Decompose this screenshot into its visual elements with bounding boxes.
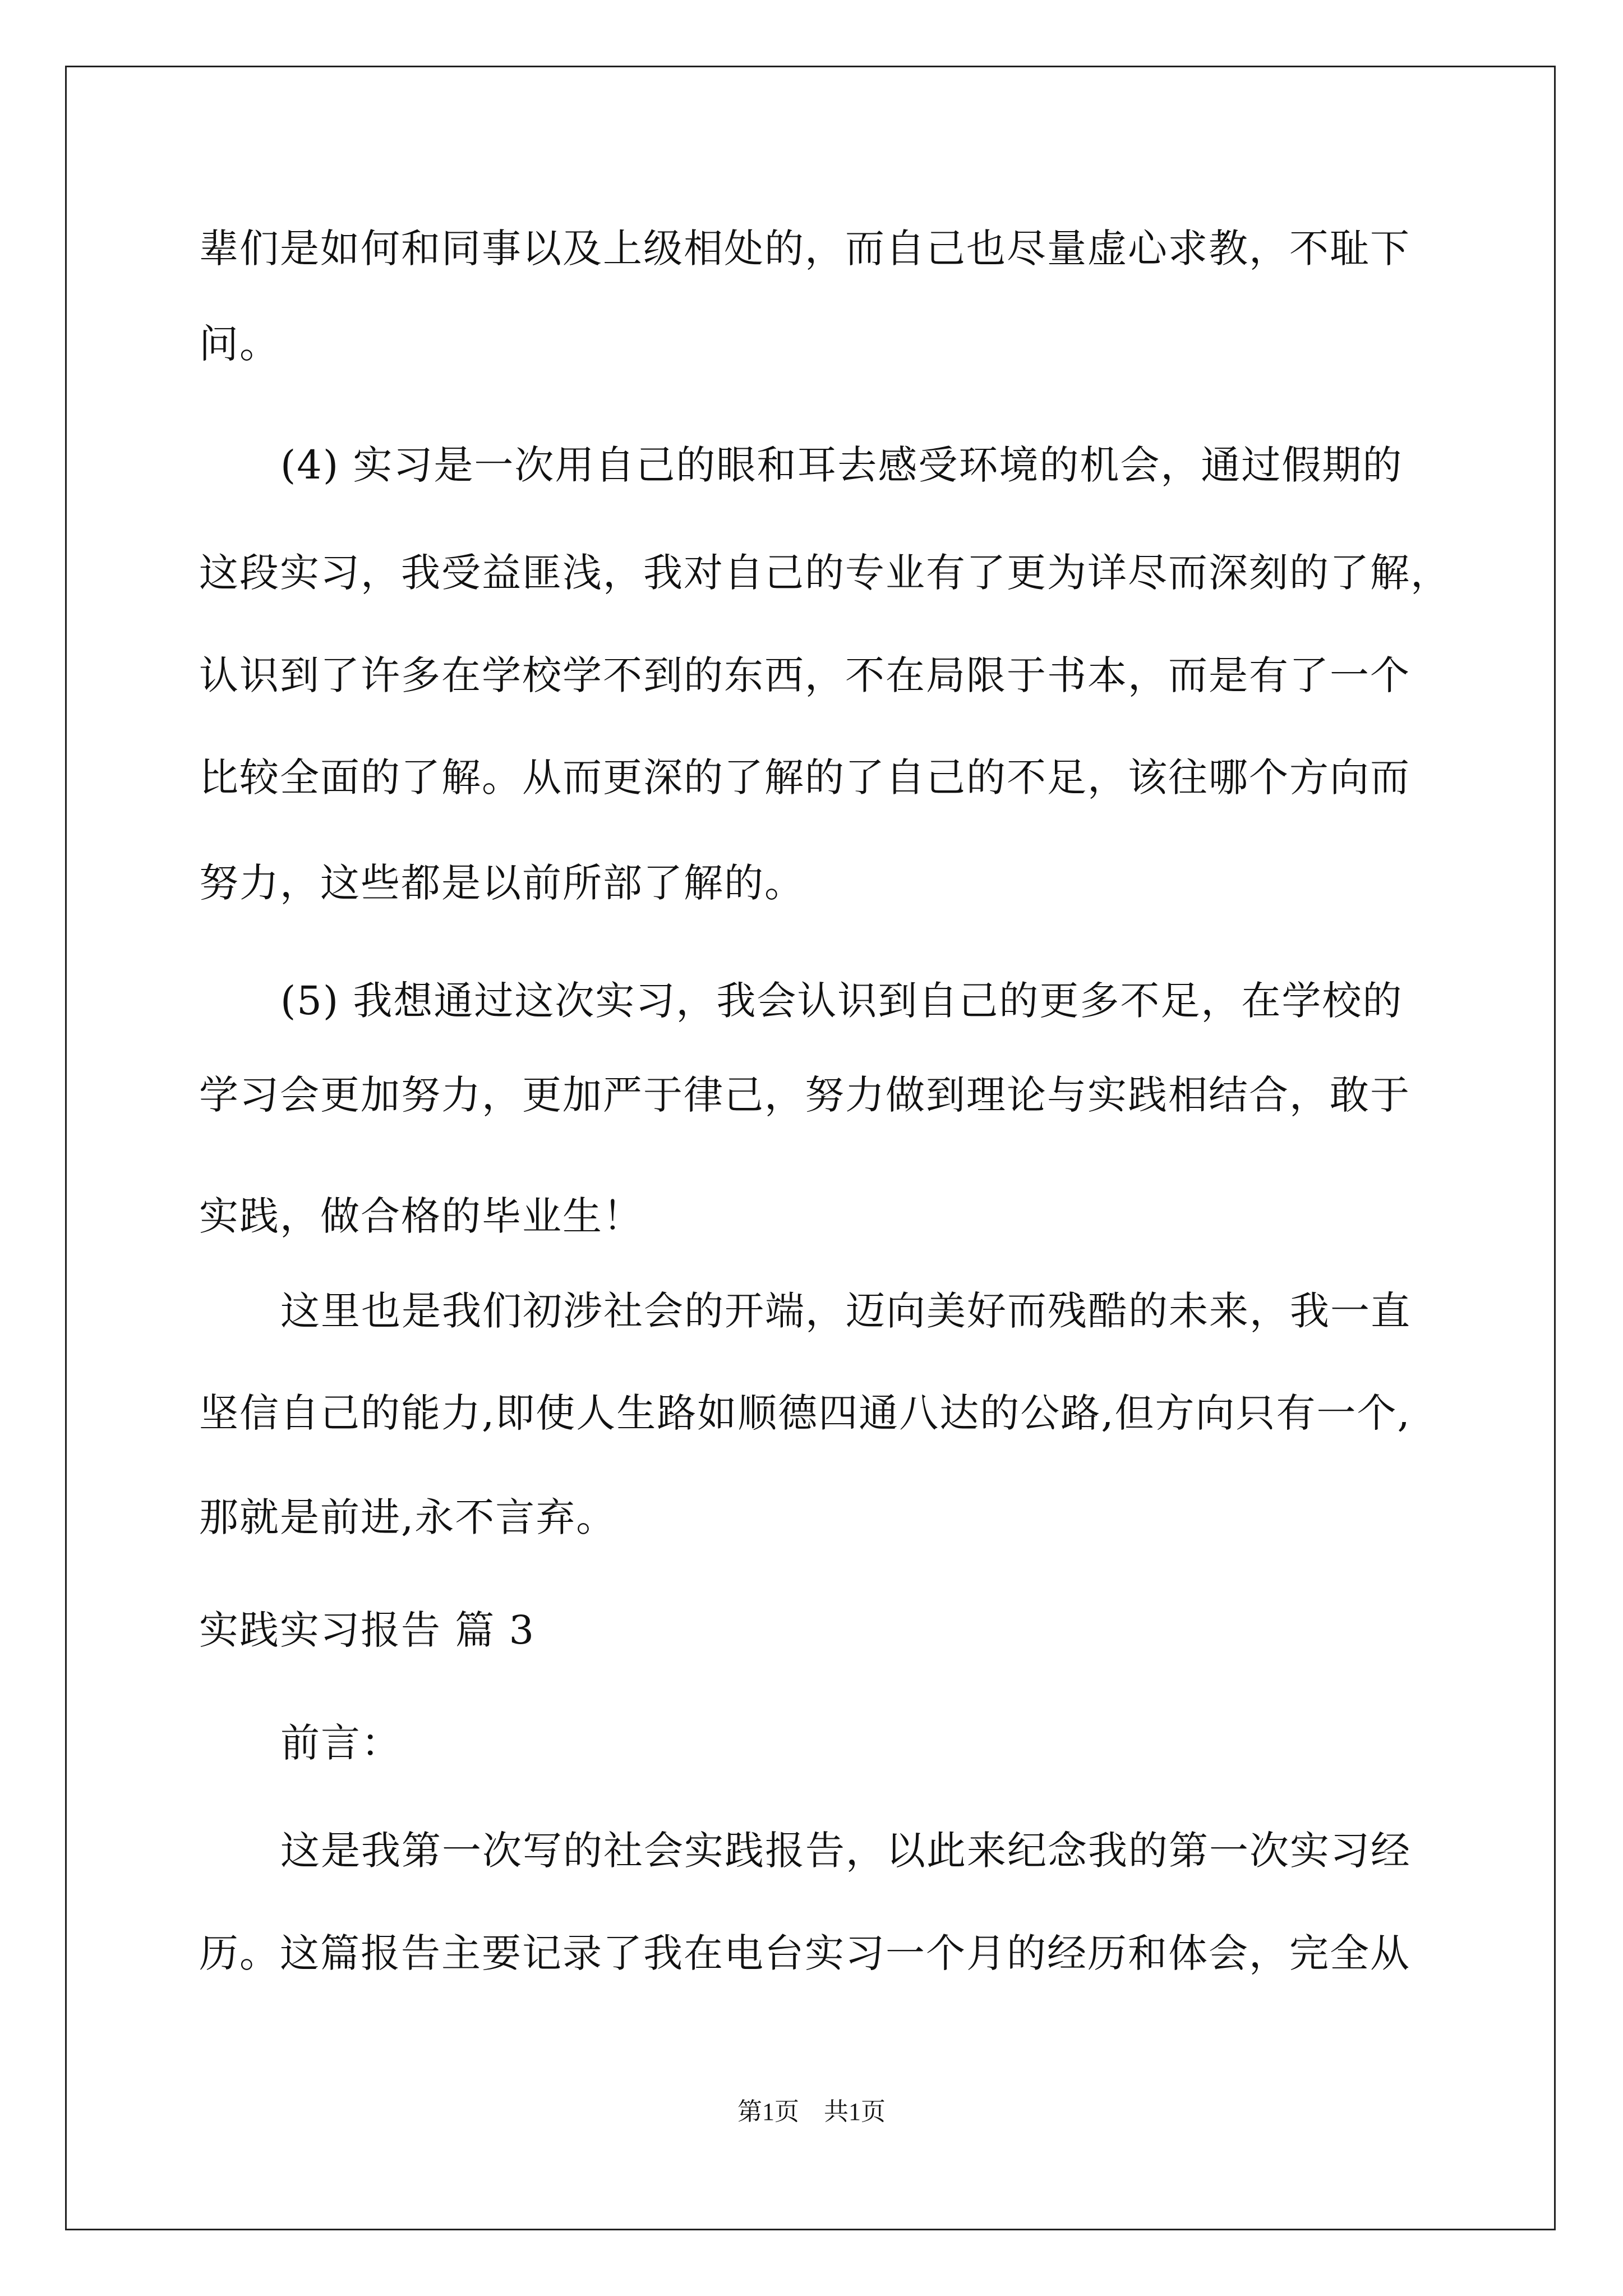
text-line: 历。这篇报告主要记录了我在电台实习一个月的经历和体会，完全从 bbox=[199, 1930, 1410, 1976]
page-border bbox=[65, 66, 1556, 2230]
text-line: 比较全面的了解。从而更深的了解的了自己的不足，该往哪个方向而 bbox=[199, 754, 1410, 800]
text-line: (4) 实习是一次用自己的眼和耳去感受环境的机会，通过假期的 bbox=[280, 442, 1403, 488]
text-line: 那就是前进,永不言弃。 bbox=[199, 1494, 617, 1540]
text-line: 这段实习，我受益匪浅，我对自己的专业有了更为详尽而深刻的了解， bbox=[199, 550, 1451, 596]
text-line: 问。 bbox=[199, 321, 280, 367]
text-line: 认识到了许多在学校学不到的东西，不在局限于书本，而是有了一个 bbox=[199, 652, 1410, 698]
text-line: (5) 我想通过这次实习，我会认识到自己的更多不足，在学校的 bbox=[280, 978, 1403, 1024]
text-line: 这里也是我们初涉社会的开端，迈向美好而残酷的未来，我一直 bbox=[280, 1288, 1411, 1334]
text-line: 实践，做合格的毕业生！ bbox=[199, 1193, 643, 1239]
text-line: 前言： bbox=[280, 1720, 402, 1766]
text-line: 努力，这些都是以前所部了解的。 bbox=[199, 860, 805, 906]
text-line: 学习会更加努力，更加严于律己，努力做到理论与实践相结合，敢于 bbox=[199, 1072, 1410, 1118]
section-heading: 实践实习报告 篇 3 bbox=[199, 1607, 536, 1653]
text-line: 坚信自己的能力,即使人生路如顺德四通八达的公路,但方向只有一个, bbox=[199, 1390, 1411, 1436]
text-line: 辈们是如何和同事以及上级相处的，而自己也尽量虚心求教，不耻下 bbox=[199, 226, 1410, 272]
page-number-footer: 第1页 共1页 bbox=[737, 2098, 886, 2125]
text-line: 这是我第一次写的社会实践报告，以此来纪念我的第一次实习经 bbox=[280, 1828, 1411, 1874]
